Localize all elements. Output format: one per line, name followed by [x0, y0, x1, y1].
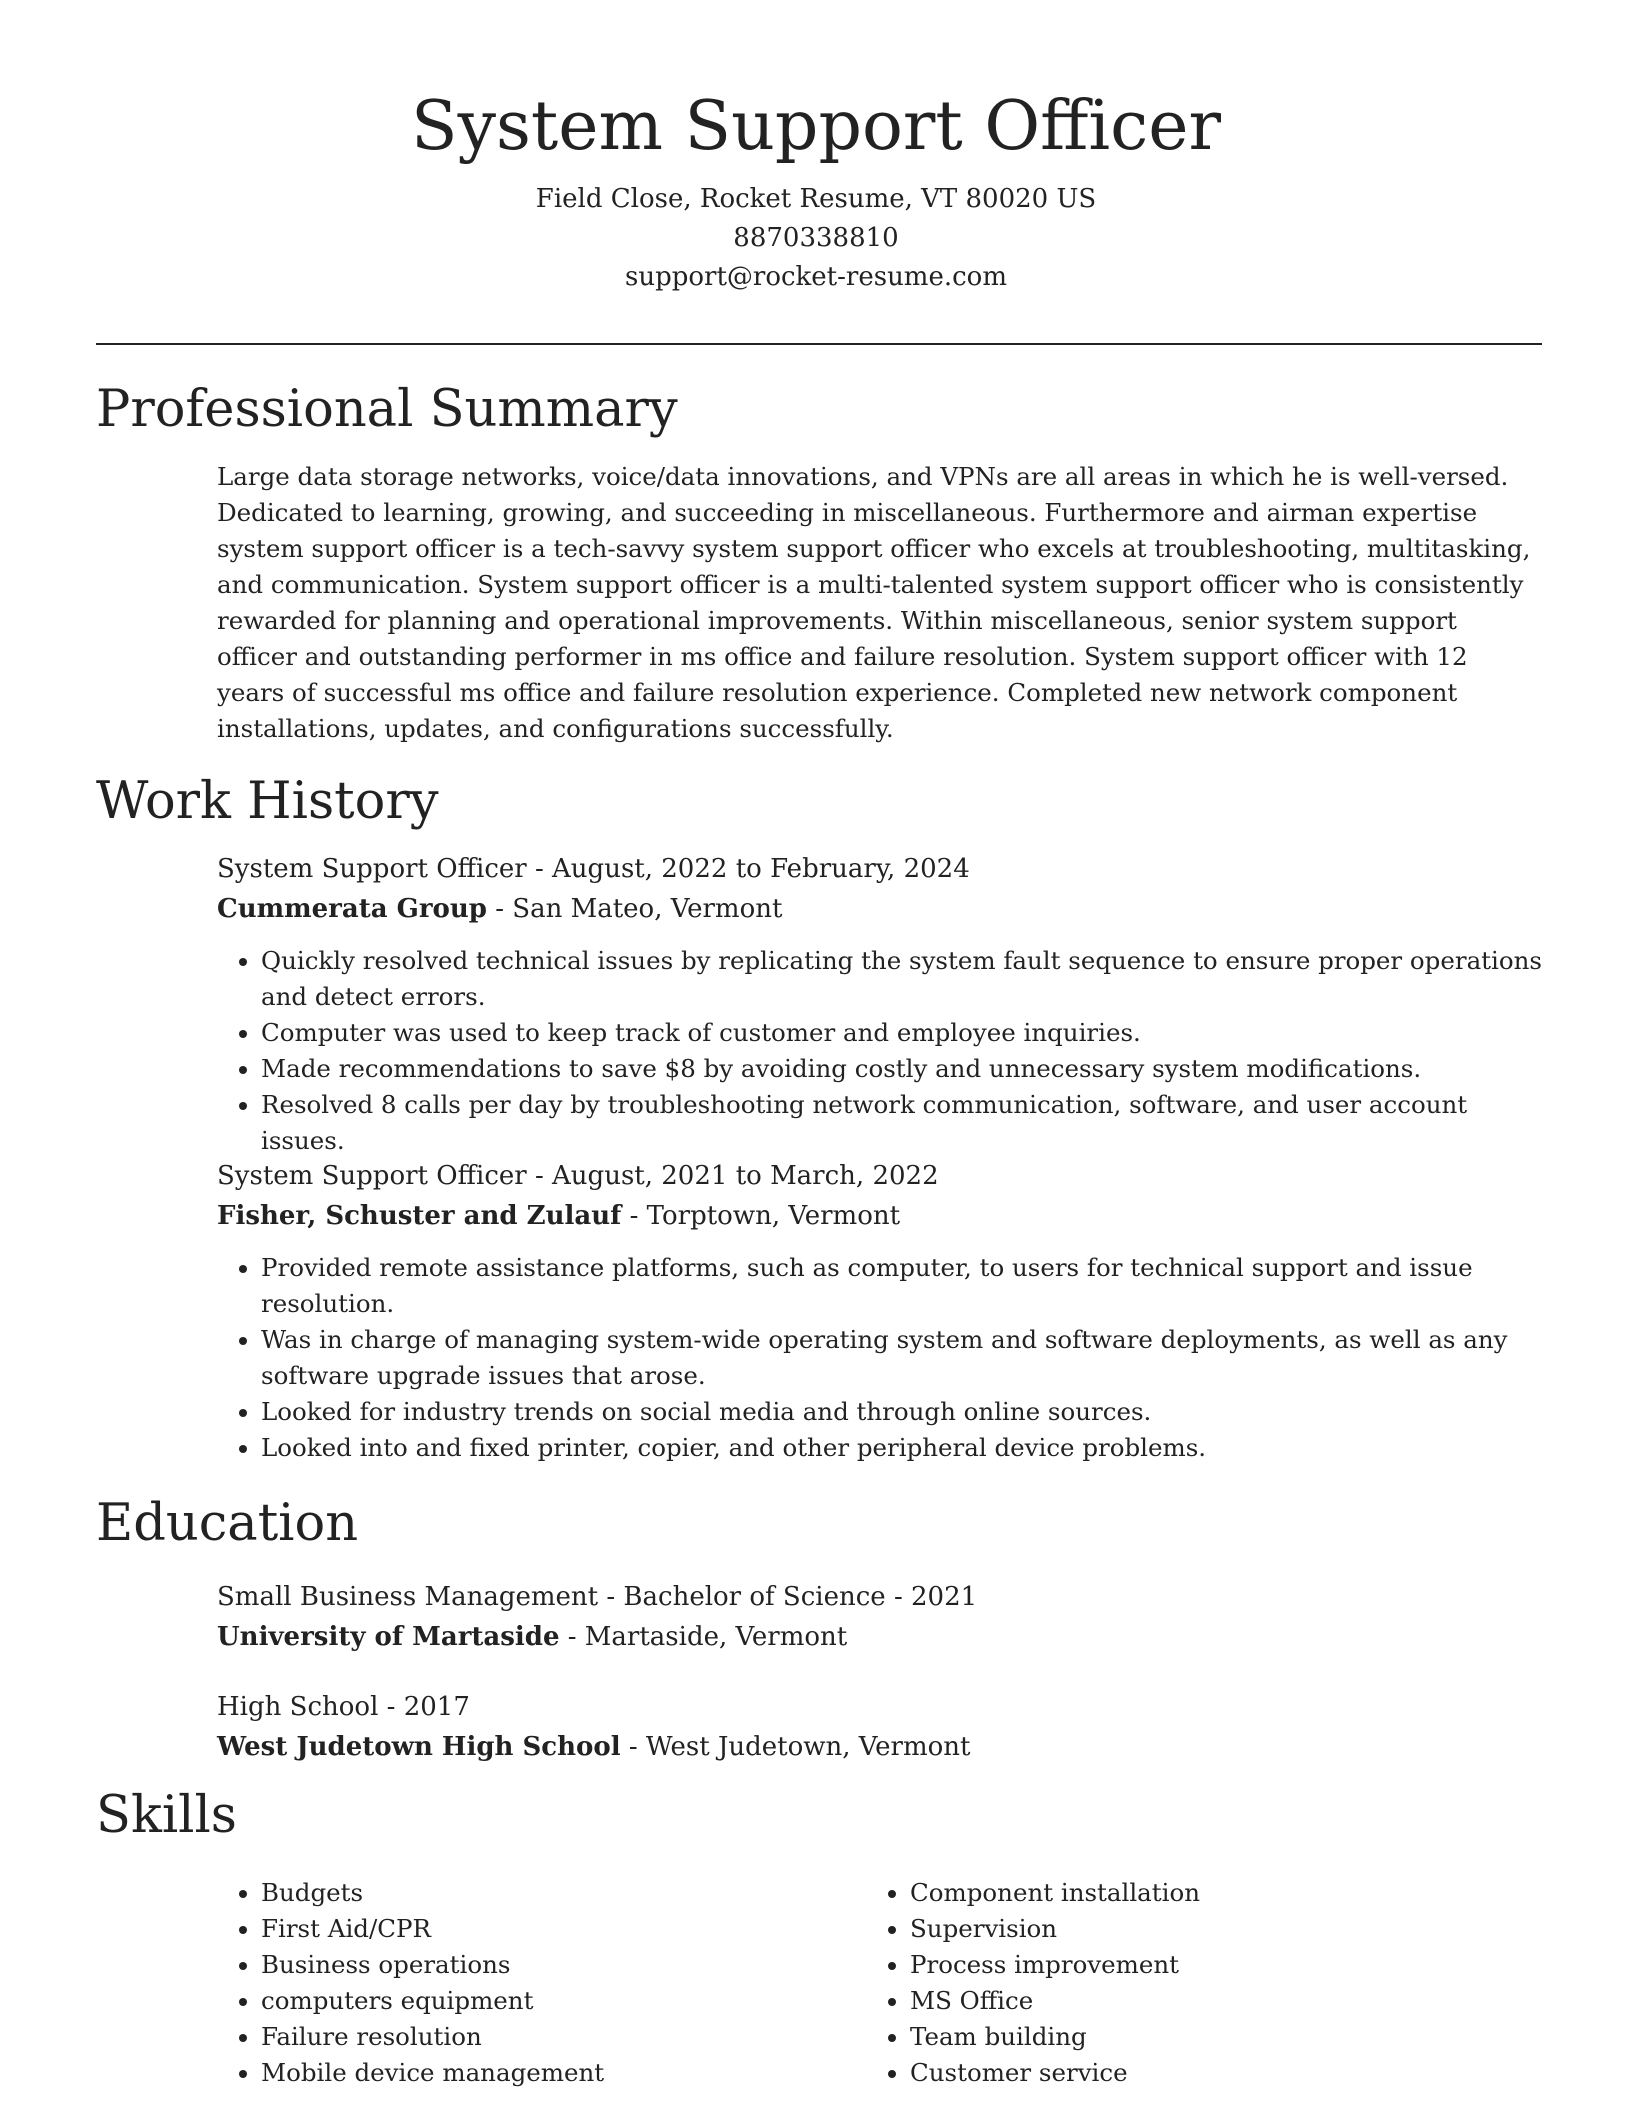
- job-dates: - August, 2022 to February, 2024: [526, 854, 970, 884]
- education-location: - Martaside, Vermont: [559, 1622, 848, 1652]
- section-title-summary: Professional Summary: [96, 380, 678, 439]
- job-location: - Torptown, Vermont: [621, 1201, 901, 1231]
- job-role: System Support Officer: [217, 1161, 527, 1191]
- contact-address: Field Close, Rocket Resume, VT 80020 US: [535, 184, 1097, 214]
- skill-item: • Mobile device management: [261, 2055, 604, 2091]
- job-company: Fisher, Schuster and Zulauf: [217, 1201, 622, 1231]
- list-item: • Resolved 8 calls per day by troubleshooting network communication, software, and user account issues.: [261, 1087, 1547, 1159]
- header-divider: [96, 343, 1542, 345]
- contact-phone: 8870338810: [733, 223, 899, 253]
- job-bullets: [217, 1250, 1547, 1466]
- job-company: Cummerata Group: [217, 894, 487, 924]
- education-degree-line: [217, 1577, 1547, 1617]
- list-item: • Was in charge of managing system-wide operating system and software deployments, as well as any software upgrade issues that arose.: [261, 1322, 1547, 1394]
- list-item: • Quickly resolved technical issues by replicating the system fault sequence to ensure proper operations and detect errors.: [261, 943, 1547, 1015]
- skill-item: • Process improvement: [910, 1947, 1200, 1983]
- contact-block: [0, 180, 1632, 297]
- skill-item: • Supervision: [910, 1911, 1200, 1947]
- job-title-line: [217, 849, 1547, 889]
- skill-item: • First Aid/CPR: [261, 1911, 604, 1947]
- skill-item: • computers equipment: [261, 1983, 604, 2019]
- education-degree: Small Business Management - Bachelor of Science: [217, 1582, 886, 1612]
- job-company-line: [217, 889, 1547, 929]
- candidate-name: System Support Officer: [410, 87, 1222, 166]
- list-item: • Computer was used to keep track of customer and employee inquiries.: [261, 1015, 1547, 1051]
- list-item: • Looked into and fixed printer, copier, and other peripheral device problems.: [261, 1430, 1547, 1466]
- job-dates: - August, 2021 to March, 2022: [526, 1161, 939, 1191]
- list-item: • Made recommendations to save $8 by avoiding costly and unnecessary system modifications.: [261, 1051, 1547, 1087]
- skill-item: • MS Office: [910, 1983, 1200, 2019]
- skills-list-right: [866, 1875, 1200, 2091]
- skill-item: • Customer service: [910, 2055, 1200, 2091]
- job-bullets: [217, 943, 1547, 1159]
- summary-text: Large data storage networks, voice/data innovations, and VPNs are all areas in which he is well-versed. Dedicated to learning, growing, and succeeding in miscellaneous. Furthermore and airman expertise system support officer is a tech-savvy system support officer who excels at troubleshooting, multitasking, and communication. System support officer is a multi-talented system support officer who is consistently rewarded for planning and operational improvements. Within miscellaneous, senior system support officer and outstanding performer in ms office and failure resolution. System support officer with 12 years of successful ms office and failure resolution experience. Completed new network component installations, updates, and configurations successfully.: [217, 462, 1531, 743]
- education-year: - 2021: [885, 1582, 978, 1612]
- skill-item: • Team building: [910, 2019, 1200, 2055]
- education-degree-line: [217, 1687, 1547, 1727]
- job-location: - San Mateo, Vermont: [486, 894, 783, 924]
- contact-email: support@rocket-resume.com: [624, 262, 1007, 292]
- section-title-education: Education: [96, 1494, 359, 1553]
- skill-item: • Business operations: [261, 1947, 604, 1983]
- job-title-line: [217, 1156, 1547, 1196]
- job-entry: [217, 849, 1547, 1159]
- education-entry: [217, 1577, 1547, 1657]
- education-school-line: [217, 1727, 1547, 1767]
- skills-list-left: [217, 1875, 604, 2091]
- education-school: West Judetown High School: [217, 1732, 621, 1762]
- education-year: - 2017: [378, 1692, 470, 1722]
- education-school-line: [217, 1617, 1547, 1657]
- section-title-skills: Skills: [96, 1786, 237, 1845]
- skill-item: • Component installation: [910, 1875, 1200, 1911]
- skill-item: • Failure resolution: [261, 2019, 604, 2055]
- skill-item: • Budgets: [261, 1875, 604, 1911]
- education-school: University of Martaside: [217, 1622, 560, 1652]
- section-title-work: Work History: [96, 772, 439, 831]
- list-item: • Looked for industry trends on social media and through online sources.: [261, 1394, 1547, 1430]
- job-company-line: [217, 1196, 1547, 1236]
- education-entry: [217, 1687, 1547, 1767]
- resume-header: [0, 82, 1632, 297]
- job-entry: [217, 1156, 1547, 1466]
- list-item: • Provided remote assistance platforms, such as computer, to users for technical support and issue resolution.: [261, 1250, 1547, 1322]
- education-location: - West Judetown, Vermont: [620, 1732, 971, 1762]
- job-role: System Support Officer: [217, 854, 527, 884]
- education-degree: High School: [217, 1692, 379, 1722]
